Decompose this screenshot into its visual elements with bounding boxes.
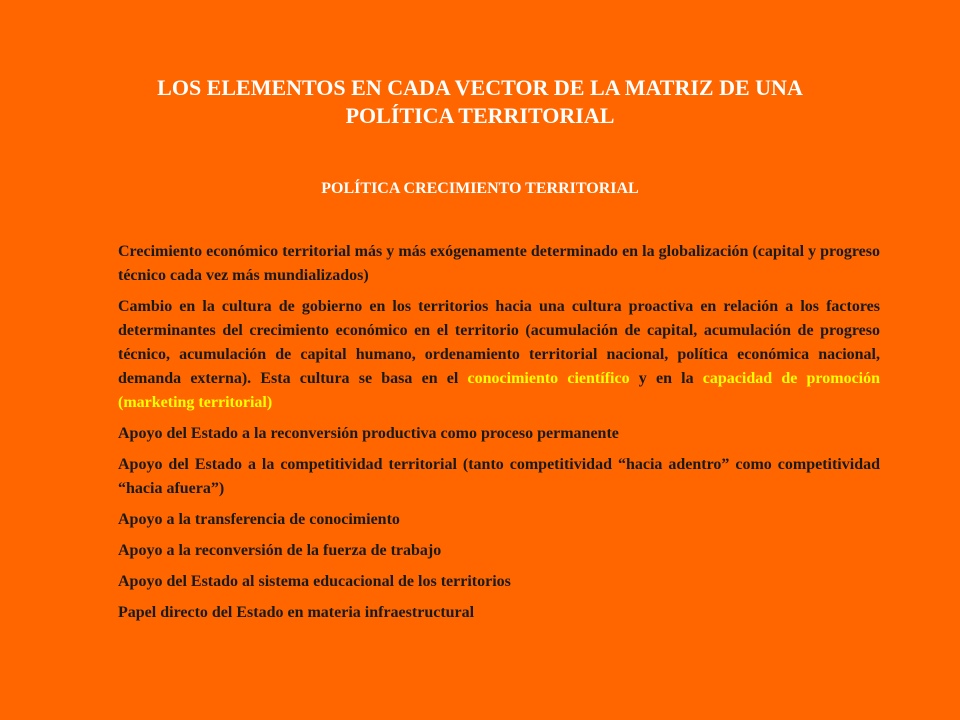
list-item <box>118 295 880 415</box>
list-item: Apoyo del Estado a la competitividad territorial (tanto competitividad “hacia adentro” como competitividad “hacia afuera”) <box>118 456 880 497</box>
list-item-text: Cambio en la cultura de gobierno en los territorios hacia una cultura proactiva en relación a los factores determinantes del crecimiento económico en el territorio (acumulación de capital, acumulación de progreso técnico, acumulación de capital humano, ordenamiento territorial nacional, política económica nacional, demanda externa). Esta cultura se basa en el <box>118 298 880 387</box>
list-item: Papel directo del Estado en materia infraestructural <box>118 604 475 621</box>
list-item: Crecimiento económico territorial más y más exógenamente determinado en la globalización (capital y progreso técnico cada vez más mundializados) <box>118 243 880 284</box>
slide-title <box>80 74 880 130</box>
bullet-list <box>118 240 880 632</box>
list-item: Apoyo del Estado al sistema educacional de los territorios <box>118 573 511 590</box>
list-item: Apoyo a la reconversión de la fuerza de trabajo <box>118 542 442 559</box>
list-item: Apoyo a la transferencia de conocimiento <box>118 511 400 528</box>
list-item: Apoyo del Estado a la reconversión productiva como proceso permanente <box>118 425 619 442</box>
highlight-text: capacidad de promoción (marketing territorial) <box>118 370 881 411</box>
slide-title-line-1: LOS ELEMENTOS EN CADA VECTOR DE LA MATRIZ DE UNA <box>157 75 803 100</box>
slide-subtitle: POLÍTICA CRECIMIENTO TERRITORIAL <box>321 180 639 197</box>
highlight-text: conocimiento científico <box>467 370 630 387</box>
slide-title-line-2: POLÍTICA TERRITORIAL <box>345 103 615 128</box>
list-item-text: y en la <box>629 370 703 387</box>
